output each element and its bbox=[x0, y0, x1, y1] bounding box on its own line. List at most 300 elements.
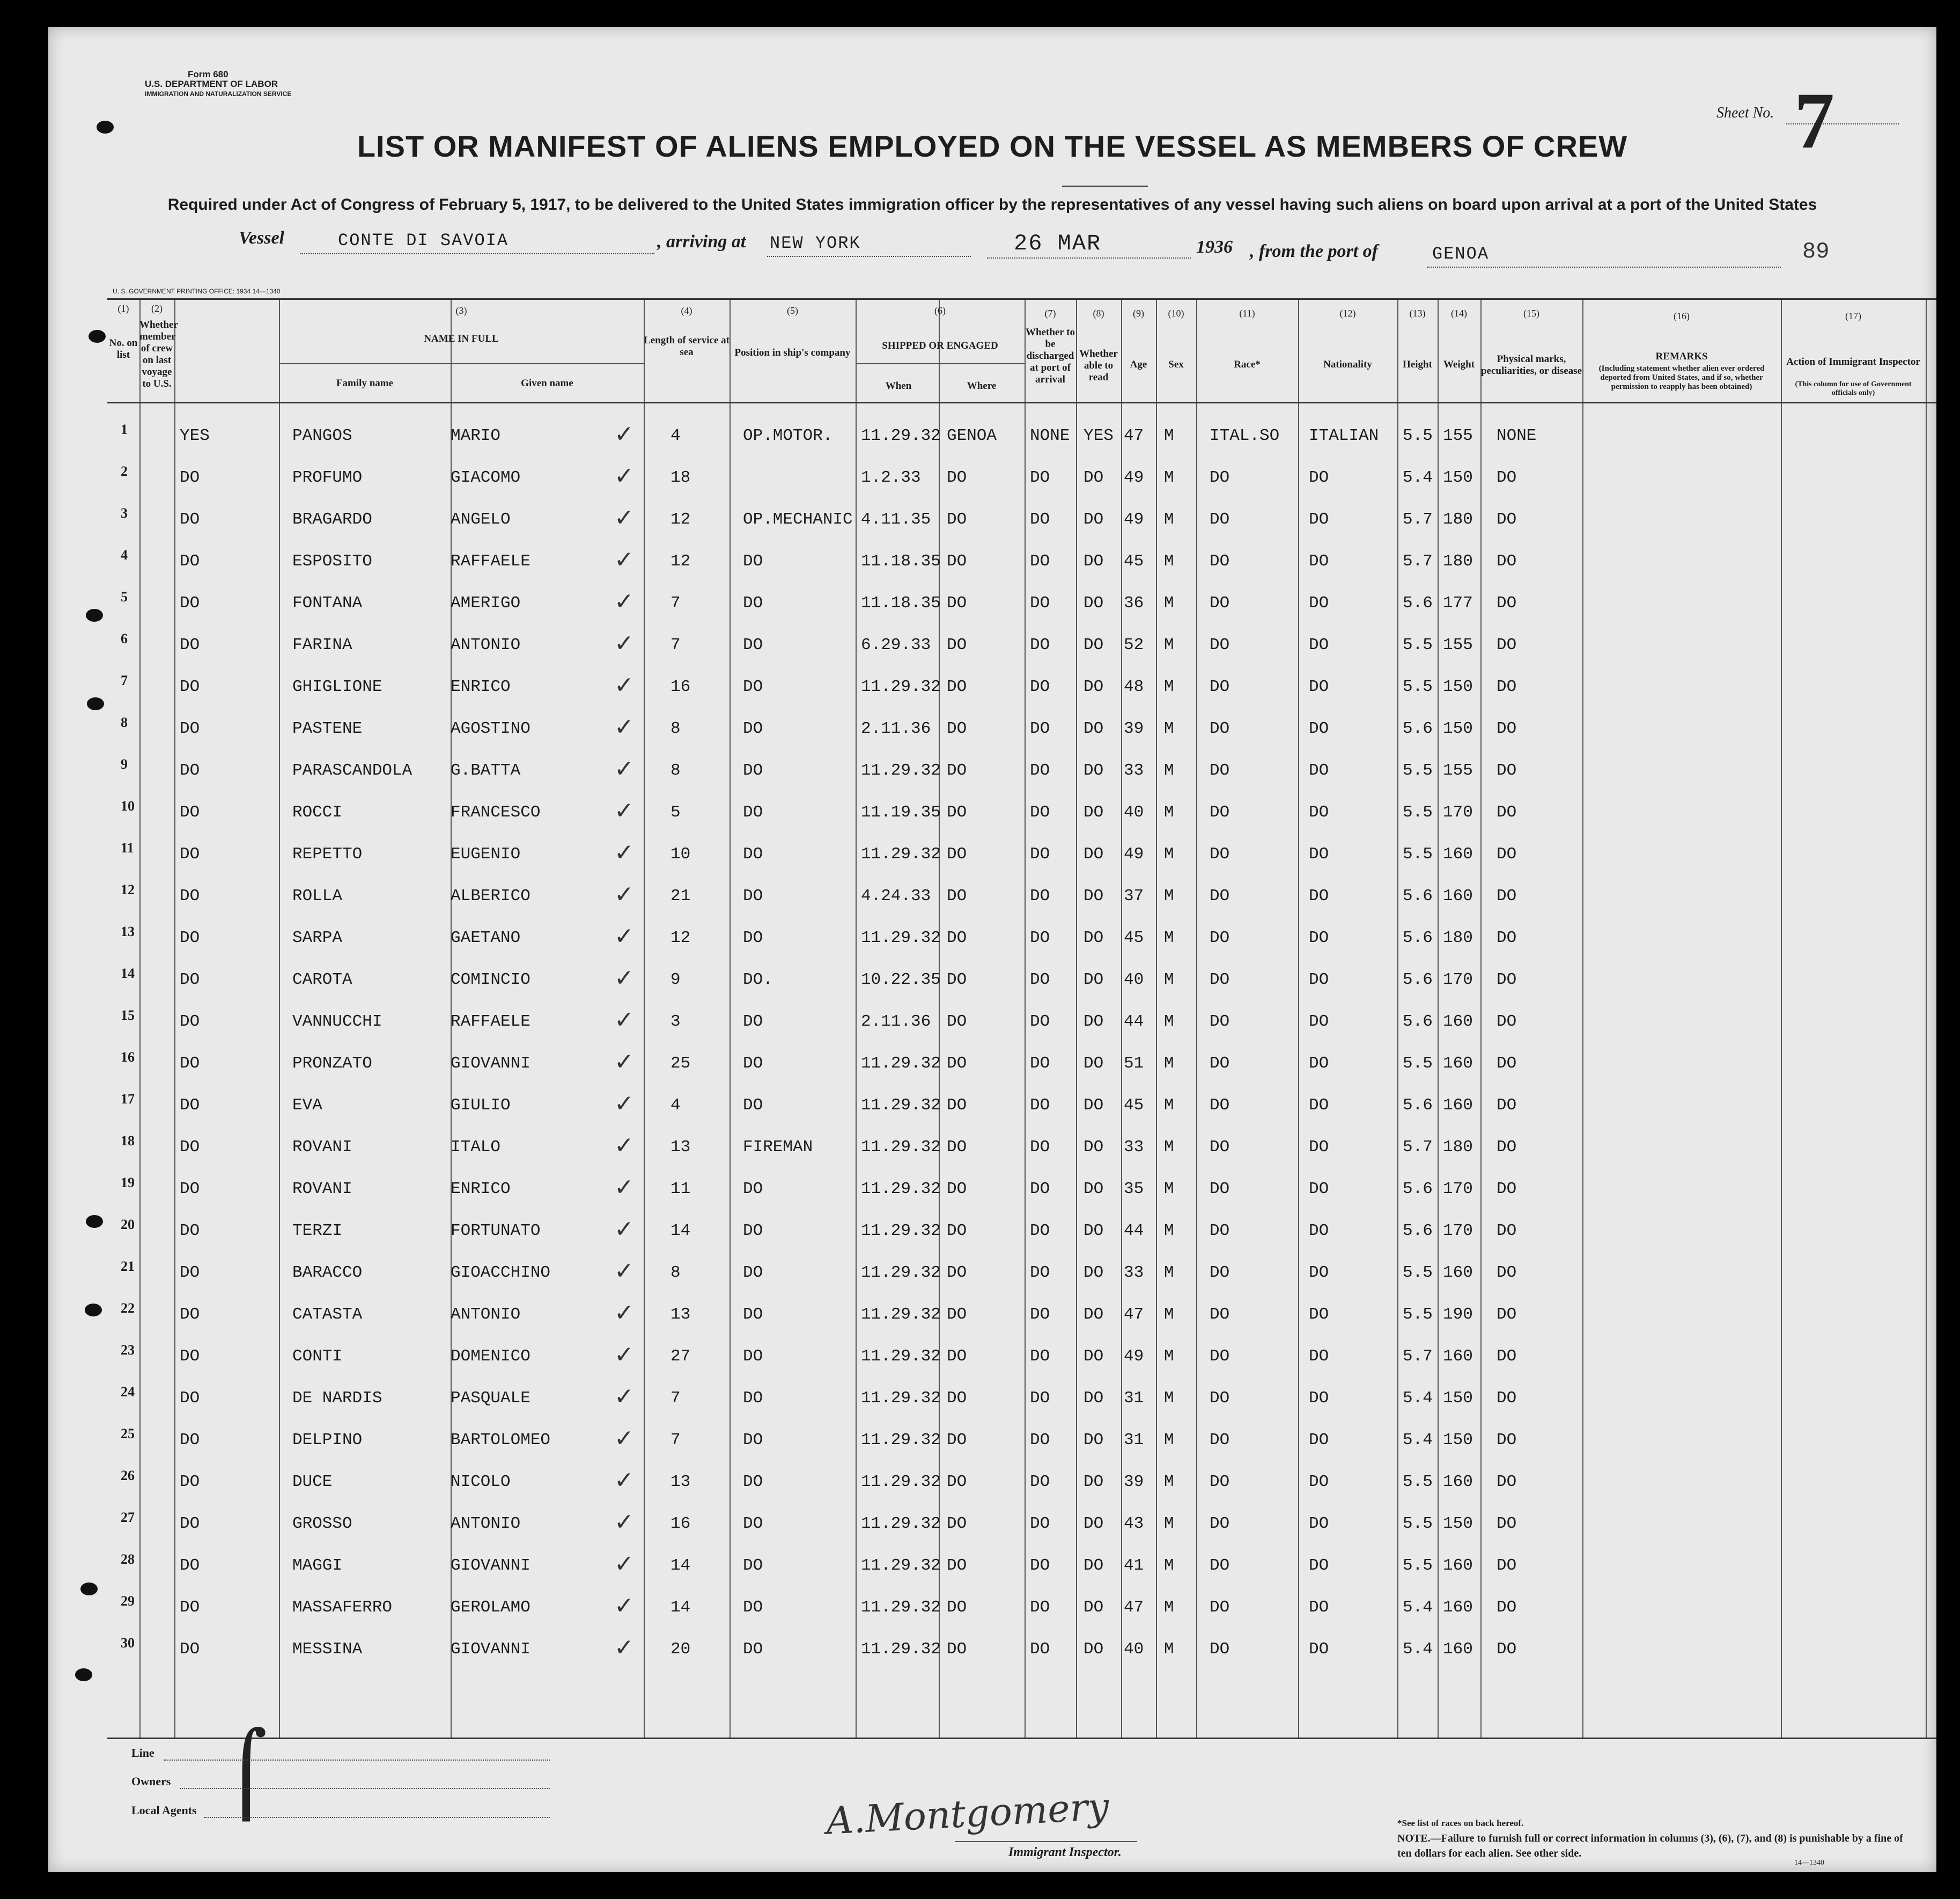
row-number-cell: 19 bbox=[121, 1175, 135, 1190]
col-10-number: (10) bbox=[1168, 308, 1184, 319]
row-number-cell: 29 bbox=[121, 1593, 135, 1609]
weight-cell: 160 bbox=[1443, 887, 1473, 906]
shipped-when-cell: 11.29.32 bbox=[861, 1054, 941, 1073]
family-name-cell: BRAGARDO bbox=[292, 510, 372, 529]
shipped-where-header: Where bbox=[967, 380, 997, 392]
last-voyage-cell: DO bbox=[180, 887, 200, 906]
departure-port: GENOA bbox=[1432, 244, 1490, 264]
position-cell: DO. bbox=[743, 970, 773, 989]
shipped-subheader-rule bbox=[856, 363, 1025, 364]
nationality-cell: DO bbox=[1309, 1180, 1329, 1198]
physical-marks-cell: DO bbox=[1497, 845, 1517, 864]
given-name-cell: GEROLAMO bbox=[451, 1598, 530, 1617]
table-row bbox=[107, 1085, 1936, 1127]
shipped-when-cell: 11.29.32 bbox=[861, 1180, 941, 1198]
shipped-where-cell: DO bbox=[947, 1598, 967, 1617]
age-cell: 40 bbox=[1124, 1640, 1144, 1659]
family-name-cell: REPETTO bbox=[292, 845, 363, 864]
family-name-cell: CAROTA bbox=[292, 970, 352, 989]
row-number-cell: 26 bbox=[121, 1468, 135, 1483]
nationality-cell: DO bbox=[1309, 552, 1329, 571]
page-number: 89 bbox=[1802, 239, 1830, 264]
table-row bbox=[107, 583, 1936, 624]
position-cell: DO bbox=[743, 929, 763, 947]
vessel-name: CONTE DI SAVOIA bbox=[338, 231, 509, 251]
shipped-when-cell: 11.29.32 bbox=[861, 1473, 941, 1491]
row-number-cell: 10 bbox=[121, 798, 135, 814]
checkmark-icon: ✓ bbox=[614, 1383, 634, 1410]
checkmark-icon: ✓ bbox=[614, 881, 634, 908]
sex-cell: M bbox=[1164, 426, 1174, 445]
last-voyage-cell: DO bbox=[180, 1473, 200, 1491]
discharged-cell: DO bbox=[1030, 929, 1050, 947]
header-rule bbox=[107, 402, 1936, 403]
nationality-cell: DO bbox=[1309, 594, 1329, 613]
nationality-cell: DO bbox=[1309, 1012, 1329, 1031]
col-16-subheader: (Including statement whether alien ever ordered deported from United States, and if so, whether permission to reapply has been obtained) bbox=[1598, 364, 1765, 391]
discharged-cell: DO bbox=[1030, 1305, 1050, 1324]
race-cell: DO bbox=[1210, 887, 1230, 906]
service-length-cell: 7 bbox=[670, 636, 681, 654]
checkmark-icon: ✓ bbox=[614, 546, 634, 573]
physical-marks-cell: DO bbox=[1497, 636, 1517, 654]
height-cell: 5.7 bbox=[1403, 552, 1433, 571]
shipped-when-cell: 11.29.32 bbox=[861, 1389, 941, 1408]
row-number-cell: 5 bbox=[121, 589, 128, 605]
given-name-cell: PASQUALE bbox=[451, 1389, 530, 1408]
height-cell: 5.4 bbox=[1403, 468, 1433, 487]
race-cell: DO bbox=[1210, 1640, 1230, 1659]
discharged-cell: DO bbox=[1030, 636, 1050, 654]
col-6-number: (6) bbox=[934, 305, 946, 316]
age-cell: 40 bbox=[1124, 970, 1144, 989]
sex-cell: M bbox=[1164, 1221, 1174, 1240]
height-cell: 5.5 bbox=[1403, 761, 1433, 780]
table-row bbox=[107, 917, 1936, 959]
position-cell: DO bbox=[743, 552, 763, 571]
discharged-cell: DO bbox=[1030, 1640, 1050, 1659]
discharged-cell: DO bbox=[1030, 761, 1050, 780]
col-6-header: SHIPPED OR ENGAGED bbox=[882, 340, 998, 351]
last-voyage-cell: DO bbox=[180, 594, 200, 613]
table-row bbox=[107, 1336, 1936, 1378]
shipped-where-cell: DO bbox=[947, 678, 967, 696]
shipped-when-cell: 2.11.36 bbox=[861, 1012, 931, 1031]
race-cell: DO bbox=[1210, 1180, 1230, 1198]
col-9-number: (9) bbox=[1133, 308, 1144, 319]
table-row bbox=[107, 708, 1936, 750]
able-to-read-cell: DO bbox=[1084, 1598, 1104, 1617]
age-cell: 33 bbox=[1124, 1138, 1144, 1157]
able-to-read-cell: DO bbox=[1084, 552, 1104, 571]
physical-marks-cell: DO bbox=[1497, 761, 1517, 780]
sex-cell: M bbox=[1164, 1012, 1174, 1031]
able-to-read-cell: DO bbox=[1084, 1556, 1104, 1575]
col-2-number: (2) bbox=[151, 303, 163, 314]
given-name-cell: ENRICO bbox=[451, 1180, 511, 1198]
shipped-when-cell: 11.29.32 bbox=[861, 1556, 941, 1575]
col-4-number: (4) bbox=[681, 305, 692, 316]
able-to-read-cell: DO bbox=[1084, 636, 1104, 654]
service-length-cell: 16 bbox=[670, 1514, 691, 1533]
weight-cell: 160 bbox=[1443, 845, 1473, 864]
shipped-when-cell: 11.29.32 bbox=[861, 1347, 941, 1366]
punch-hole bbox=[75, 1668, 92, 1681]
shipped-where-cell: DO bbox=[947, 1514, 967, 1533]
shipped-when-cell: 11.18.35 bbox=[861, 594, 941, 613]
discharged-cell: DO bbox=[1030, 552, 1050, 571]
height-cell: 5.5 bbox=[1403, 1473, 1433, 1491]
row-number-cell: 1 bbox=[121, 422, 128, 437]
physical-marks-cell: DO bbox=[1497, 1347, 1517, 1366]
checkmark-icon: ✓ bbox=[614, 965, 634, 992]
table-row bbox=[107, 1127, 1936, 1168]
height-cell: 5.5 bbox=[1403, 845, 1433, 864]
row-number-cell: 8 bbox=[121, 715, 128, 730]
nationality-cell: DO bbox=[1309, 1054, 1329, 1073]
weight-cell: 170 bbox=[1443, 803, 1473, 822]
given-name-cell: AMERIGO bbox=[451, 594, 521, 613]
checkmark-icon: ✓ bbox=[614, 1341, 634, 1368]
last-voyage-cell: DO bbox=[180, 1347, 200, 1366]
height-cell: 5.5 bbox=[1403, 1305, 1433, 1324]
checkmark-icon: ✓ bbox=[614, 1257, 634, 1285]
position-cell: DO bbox=[743, 1556, 763, 1575]
discharged-cell: DO bbox=[1030, 678, 1050, 696]
last-voyage-cell: DO bbox=[180, 678, 200, 696]
sex-cell: M bbox=[1164, 1305, 1174, 1324]
nationality-cell: DO bbox=[1309, 803, 1329, 822]
sex-cell: M bbox=[1164, 1389, 1174, 1408]
page-subtitle: Required under Act of Congress of February 5, 1917, to be delivered to the United States immigration officer by the representatives of any vessel having such aliens on board upon arrival at a port of the United States bbox=[167, 196, 1817, 214]
shipped-when-cell: 11.29.32 bbox=[861, 929, 941, 947]
service-length-cell: 14 bbox=[670, 1221, 691, 1240]
given-name-cell: MARIO bbox=[451, 426, 501, 445]
position-cell: DO bbox=[743, 1347, 763, 1366]
col-17-number: (17) bbox=[1845, 311, 1861, 321]
age-cell: 44 bbox=[1124, 1012, 1144, 1031]
shipped-where-cell: DO bbox=[947, 887, 967, 906]
sex-cell: M bbox=[1164, 970, 1174, 989]
family-name-cell: PRONZATO bbox=[292, 1054, 372, 1073]
position-cell: DO bbox=[743, 887, 763, 906]
discharged-cell: DO bbox=[1030, 1054, 1050, 1073]
given-name-cell: G.BATTA bbox=[451, 761, 521, 780]
age-cell: 49 bbox=[1124, 510, 1144, 529]
discharged-cell: DO bbox=[1030, 1347, 1050, 1366]
page-title: LIST OR MANIFEST OF ALIENS EMPLOYED ON THE VESSEL AS MEMBERS OF CREW bbox=[357, 129, 1628, 163]
form-code: 14—1340 bbox=[1794, 1859, 1824, 1867]
last-voyage-cell: DO bbox=[180, 1054, 200, 1073]
age-cell: 40 bbox=[1124, 803, 1144, 822]
table-row bbox=[107, 792, 1936, 834]
form-identifier bbox=[145, 70, 291, 99]
family-name-cell: PROFUMO bbox=[292, 468, 363, 487]
given-name-cell: FRANCESCO bbox=[451, 803, 541, 822]
last-voyage-cell: DO bbox=[180, 1305, 200, 1324]
service-length-cell: 7 bbox=[670, 1431, 681, 1449]
family-name-header: Family name bbox=[336, 378, 394, 389]
col-11-number: (11) bbox=[1239, 308, 1255, 319]
row-number-cell: 18 bbox=[121, 1133, 135, 1149]
able-to-read-cell: DO bbox=[1084, 594, 1104, 613]
punch-hole bbox=[86, 1215, 103, 1228]
service-length-cell: 12 bbox=[670, 510, 691, 529]
discharged-cell: DO bbox=[1030, 1096, 1050, 1115]
position-cell: DO bbox=[743, 1221, 763, 1240]
physical-marks-cell: DO bbox=[1497, 468, 1517, 487]
able-to-read-cell: DO bbox=[1084, 678, 1104, 696]
sex-cell: M bbox=[1164, 636, 1174, 654]
table-row bbox=[107, 1587, 1936, 1629]
able-to-read-cell: DO bbox=[1084, 1389, 1104, 1408]
last-voyage-cell: DO bbox=[180, 1598, 200, 1617]
position-cell: DO bbox=[743, 845, 763, 864]
position-cell: OP.MOTOR. bbox=[743, 426, 833, 445]
last-voyage-cell: DO bbox=[180, 1096, 200, 1115]
row-number-cell: 24 bbox=[121, 1384, 135, 1400]
position-cell: DO bbox=[743, 719, 763, 738]
shipped-where-cell: DO bbox=[947, 719, 967, 738]
shipped-where-cell: DO bbox=[947, 929, 967, 947]
hand-drawn-mark: ⌠ bbox=[225, 1727, 268, 1821]
physical-marks-cell: DO bbox=[1497, 970, 1517, 989]
given-name-cell: GIOVANNI bbox=[451, 1640, 530, 1659]
printing-office-note: U. S. GOVERNMENT PRINTING OFFICE: 1934 14—1340 bbox=[113, 288, 281, 295]
row-number-cell: 20 bbox=[121, 1217, 135, 1232]
shipped-when-header: When bbox=[885, 380, 912, 392]
race-note: *See list of races on back hereof. bbox=[1397, 1818, 1524, 1828]
col-12-number: (12) bbox=[1339, 308, 1356, 319]
vessel-label: Vessel bbox=[239, 228, 284, 248]
sex-cell: M bbox=[1164, 510, 1174, 529]
given-name-cell: GAETANO bbox=[451, 929, 521, 947]
race-cell: DO bbox=[1210, 468, 1230, 487]
discharged-cell: DO bbox=[1030, 1514, 1050, 1533]
age-cell: 51 bbox=[1124, 1054, 1144, 1073]
nationality-cell: DO bbox=[1309, 1096, 1329, 1115]
height-cell: 5.4 bbox=[1403, 1431, 1433, 1449]
weight-cell: 150 bbox=[1443, 1389, 1473, 1408]
row-number-cell: 28 bbox=[121, 1551, 135, 1567]
able-to-read-cell: DO bbox=[1084, 1012, 1104, 1031]
family-name-cell: SARPA bbox=[292, 929, 343, 947]
checkmark-icon: ✓ bbox=[614, 839, 634, 866]
family-name-cell: BARACCO bbox=[292, 1263, 363, 1282]
able-to-read-cell: DO bbox=[1084, 510, 1104, 529]
height-cell: 5.4 bbox=[1403, 1389, 1433, 1408]
able-to-read-cell: DO bbox=[1084, 761, 1104, 780]
given-name-cell: GIULIO bbox=[451, 1096, 511, 1115]
service-length-cell: 5 bbox=[670, 803, 681, 822]
position-cell: DO bbox=[743, 678, 763, 696]
physical-marks-cell: DO bbox=[1497, 1221, 1517, 1240]
discharged-cell: DO bbox=[1030, 1389, 1050, 1408]
race-cell: DO bbox=[1210, 636, 1230, 654]
line-label: Line bbox=[131, 1746, 154, 1760]
position-cell: DO bbox=[743, 1431, 763, 1449]
checkmark-icon: ✓ bbox=[614, 1467, 634, 1494]
physical-marks-cell: DO bbox=[1497, 1431, 1517, 1449]
age-cell: 45 bbox=[1124, 1096, 1144, 1115]
age-cell: 43 bbox=[1124, 1514, 1144, 1533]
checkmark-icon: ✓ bbox=[614, 923, 634, 950]
shipped-where-cell: DO bbox=[947, 1347, 967, 1366]
col-9-header: Age bbox=[1130, 359, 1147, 370]
service-length-cell: 25 bbox=[670, 1054, 691, 1073]
col-16-header: REMARKS bbox=[1655, 351, 1708, 362]
nationality-cell: DO bbox=[1309, 1138, 1329, 1157]
last-voyage-cell: DO bbox=[180, 929, 200, 947]
height-cell: 5.5 bbox=[1403, 678, 1433, 696]
col-10-header: Sex bbox=[1168, 359, 1184, 370]
shipped-when-cell: 11.29.32 bbox=[861, 1514, 941, 1533]
sex-cell: M bbox=[1164, 552, 1174, 571]
table-row bbox=[107, 415, 1936, 457]
shipped-where-cell: DO bbox=[947, 1431, 967, 1449]
service-length-cell: 10 bbox=[670, 845, 691, 864]
sex-cell: M bbox=[1164, 1640, 1174, 1659]
position-cell: DO bbox=[743, 803, 763, 822]
col-13-header: Height bbox=[1403, 359, 1432, 370]
service-length-cell: 8 bbox=[670, 1263, 681, 1282]
given-name-cell: ANGELO bbox=[451, 510, 511, 529]
row-number-cell: 6 bbox=[121, 631, 128, 646]
nationality-cell: DO bbox=[1309, 468, 1329, 487]
last-voyage-cell: DO bbox=[180, 1012, 200, 1031]
weight-cell: 170 bbox=[1443, 1221, 1473, 1240]
age-cell: 36 bbox=[1124, 594, 1144, 613]
weight-cell: 160 bbox=[1443, 1012, 1473, 1031]
sex-cell: M bbox=[1164, 929, 1174, 947]
race-cell: ITAL.SO bbox=[1210, 426, 1280, 445]
family-name-cell: TERZI bbox=[292, 1221, 343, 1240]
race-cell: DO bbox=[1210, 1012, 1230, 1031]
weight-cell: 177 bbox=[1443, 594, 1473, 613]
position-cell: DO bbox=[743, 1180, 763, 1198]
shipped-where-cell: DO bbox=[947, 1556, 967, 1575]
weight-cell: 155 bbox=[1443, 761, 1473, 780]
position-cell: DO bbox=[743, 594, 763, 613]
arrival-date: 26 MAR bbox=[1014, 231, 1102, 256]
nationality-cell: DO bbox=[1309, 678, 1329, 696]
last-voyage-cell: DO bbox=[180, 803, 200, 822]
nationality-cell: DO bbox=[1309, 887, 1329, 906]
discharged-cell: DO bbox=[1030, 803, 1050, 822]
family-name-cell: EVA bbox=[292, 1096, 322, 1115]
col-15-number: (15) bbox=[1523, 308, 1539, 319]
age-cell: 47 bbox=[1124, 1305, 1144, 1324]
col-4-header: Length of service at sea bbox=[644, 335, 730, 358]
weight-cell: 150 bbox=[1443, 678, 1473, 696]
physical-marks-cell: DO bbox=[1497, 1389, 1517, 1408]
height-cell: 5.6 bbox=[1403, 1096, 1433, 1115]
able-to-read-cell: DO bbox=[1084, 845, 1104, 864]
shipped-when-cell: 11.29.32 bbox=[861, 426, 941, 445]
race-cell: DO bbox=[1210, 970, 1230, 989]
height-cell: 5.5 bbox=[1403, 426, 1433, 445]
shipped-when-cell: 11.29.32 bbox=[861, 1263, 941, 1282]
service-length-cell: 4 bbox=[670, 1096, 681, 1115]
checkmark-icon: ✓ bbox=[614, 1550, 634, 1578]
signature-line bbox=[955, 1841, 1137, 1842]
row-number-cell: 23 bbox=[121, 1342, 135, 1358]
family-name-cell: MASSAFERRO bbox=[292, 1598, 393, 1617]
nationality-cell: DO bbox=[1309, 1473, 1329, 1491]
shipped-where-cell: DO bbox=[947, 845, 967, 864]
physical-marks-cell: DO bbox=[1497, 887, 1517, 906]
shipped-where-cell: DO bbox=[947, 1054, 967, 1073]
discharged-cell: NONE bbox=[1030, 426, 1070, 445]
given-name-cell: AGOSTINO bbox=[451, 719, 530, 738]
shipped-when-cell: 11.29.32 bbox=[861, 1640, 941, 1659]
age-cell: 31 bbox=[1124, 1431, 1144, 1449]
family-name-cell: DE NARDIS bbox=[292, 1389, 382, 1408]
checkmark-icon: ✓ bbox=[614, 462, 634, 490]
row-number-cell: 22 bbox=[121, 1300, 135, 1316]
row-number-cell: 14 bbox=[121, 966, 135, 981]
table-row bbox=[107, 666, 1936, 708]
col-1-header: No. on list bbox=[109, 337, 138, 360]
height-cell: 5.5 bbox=[1403, 1263, 1433, 1282]
age-cell: 35 bbox=[1124, 1180, 1144, 1198]
physical-marks-cell: DO bbox=[1497, 1514, 1517, 1533]
physical-marks-cell: DO bbox=[1497, 803, 1517, 822]
service-length-cell: 14 bbox=[670, 1556, 691, 1575]
nationality-cell: DO bbox=[1309, 1431, 1329, 1449]
family-name-cell: ROCCI bbox=[292, 803, 343, 822]
service-length-cell: 21 bbox=[670, 887, 691, 906]
row-number-cell: 7 bbox=[121, 673, 128, 688]
sex-cell: M bbox=[1164, 1096, 1174, 1115]
nationality-cell: DO bbox=[1309, 1514, 1329, 1533]
weight-cell: 180 bbox=[1443, 510, 1473, 529]
last-voyage-cell: DO bbox=[180, 1221, 200, 1240]
age-cell: 45 bbox=[1124, 552, 1144, 571]
last-voyage-cell: DO bbox=[180, 1431, 200, 1449]
given-name-cell: DOMENICO bbox=[451, 1347, 530, 1366]
checkmark-icon: ✓ bbox=[614, 630, 634, 657]
discharged-cell: DO bbox=[1030, 1431, 1050, 1449]
family-name-cell: PASTENE bbox=[292, 719, 363, 738]
age-cell: 31 bbox=[1124, 1389, 1144, 1408]
vessel-line-dots bbox=[300, 252, 654, 254]
weight-cell: 180 bbox=[1443, 552, 1473, 571]
given-name-cell: GIOVANNI bbox=[451, 1054, 530, 1073]
height-cell: 5.7 bbox=[1403, 1138, 1433, 1157]
sheet-no-value: 7 bbox=[1794, 76, 1834, 165]
race-cell: DO bbox=[1210, 678, 1230, 696]
table-row bbox=[107, 457, 1936, 499]
nationality-cell: DO bbox=[1309, 1221, 1329, 1240]
last-voyage-cell: DO bbox=[180, 1263, 200, 1282]
able-to-read-cell: DO bbox=[1084, 803, 1104, 822]
physical-marks-cell: DO bbox=[1497, 1556, 1517, 1575]
col-5-header: Position in ship's company bbox=[734, 347, 851, 358]
sex-cell: M bbox=[1164, 594, 1174, 613]
physical-marks-cell: DO bbox=[1497, 1012, 1517, 1031]
shipped-where-cell: DO bbox=[947, 1096, 967, 1115]
position-cell: DO bbox=[743, 636, 763, 654]
shipped-where-cell: DO bbox=[947, 636, 967, 654]
signature-label: Immigrant Inspector. bbox=[1008, 1845, 1122, 1859]
table-row bbox=[107, 499, 1936, 541]
able-to-read-cell: DO bbox=[1084, 1180, 1104, 1198]
last-voyage-cell: DO bbox=[180, 636, 200, 654]
row-number-cell: 4 bbox=[121, 547, 128, 563]
nationality-cell: DO bbox=[1309, 845, 1329, 864]
weight-cell: 180 bbox=[1443, 929, 1473, 947]
